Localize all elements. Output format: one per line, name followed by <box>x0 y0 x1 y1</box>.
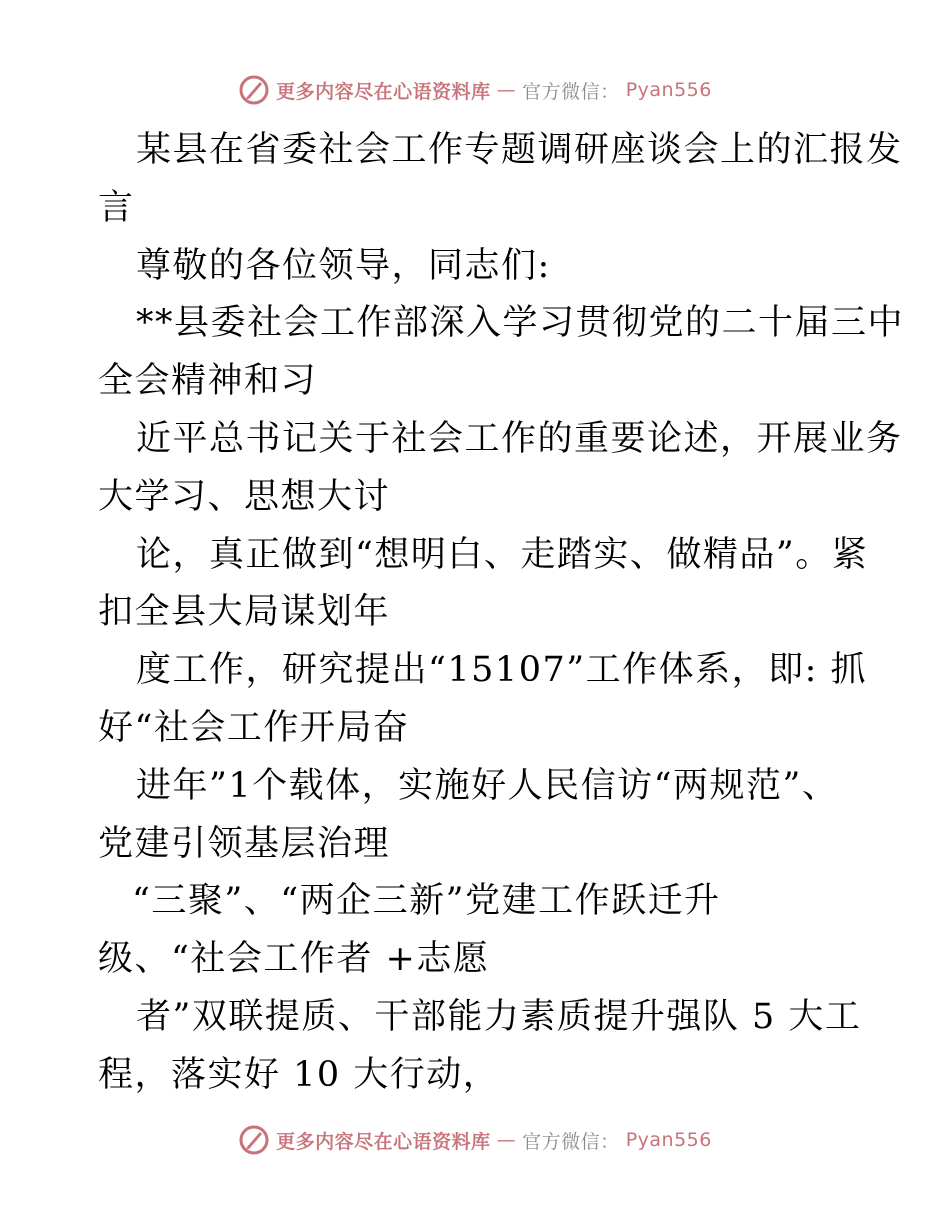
paragraph-line: “三聚”、“两企三新”党建工作跃迁升 <box>132 881 721 922</box>
document-title-line-2: 言 <box>98 187 135 228</box>
document-title-line-1: 某县在省委社会工作专题调研座谈会上的汇报发 <box>136 130 903 170</box>
paragraph-line: 度工作，研究提出“15107”工作体系，即: 抓 <box>136 650 868 691</box>
paragraph-line: **县委社会工作部深入学习贯彻党的二十届三中 <box>136 303 905 344</box>
paragraph-line: 扣全县大局谋划年 <box>98 592 391 633</box>
paragraph-line: 论，真正做到“想明白、走踏实、做精品”。紧 <box>136 534 869 575</box>
salutation-line: 尊敬的各位领导，同志们: <box>136 245 551 286</box>
paragraph-line: 好“社会工作开局奋 <box>98 707 410 748</box>
paragraph-line: 者”双联提质、干部能力素质提升强队 5 大工 <box>136 996 862 1037</box>
paragraph-line: 党建引领基层治理 <box>98 823 391 864</box>
paragraph-line: 级、“社会工作者 +志愿 <box>98 939 490 980</box>
document-body <box>98 122 905 1105</box>
paragraph-line: 程，落实好 10 大行动， <box>98 1054 500 1095</box>
watermark-brand: 更多内容尽在心语资料库 <box>276 80 491 103</box>
paragraph-line: 大学习、思想大讨 <box>98 476 391 517</box>
paragraph-line: 进年”1个载体，实施好人民信访“两规范”、 <box>136 765 839 806</box>
watermark-brand: 更多内容尽在心语资料库 <box>276 1130 491 1153</box>
watermark-dash: — <box>496 79 517 101</box>
quill-logo-icon <box>238 74 270 106</box>
paragraph-line: 全会精神和习 <box>98 361 318 402</box>
watermark-dash: — <box>496 1129 517 1151</box>
watermark-official-label: 官方微信： <box>522 1130 620 1153</box>
header-watermark <box>0 74 950 106</box>
watermark-wechat-id: Pyan556 <box>625 79 712 101</box>
paragraph-line: 近平总书记关于社会工作的重要论述，开展业务 <box>136 418 903 459</box>
footer-watermark <box>0 1124 950 1156</box>
watermark-official-label: 官方微信： <box>522 80 620 103</box>
watermark-wechat-id: Pyan556 <box>625 1129 712 1151</box>
quill-logo-icon <box>238 1124 270 1156</box>
